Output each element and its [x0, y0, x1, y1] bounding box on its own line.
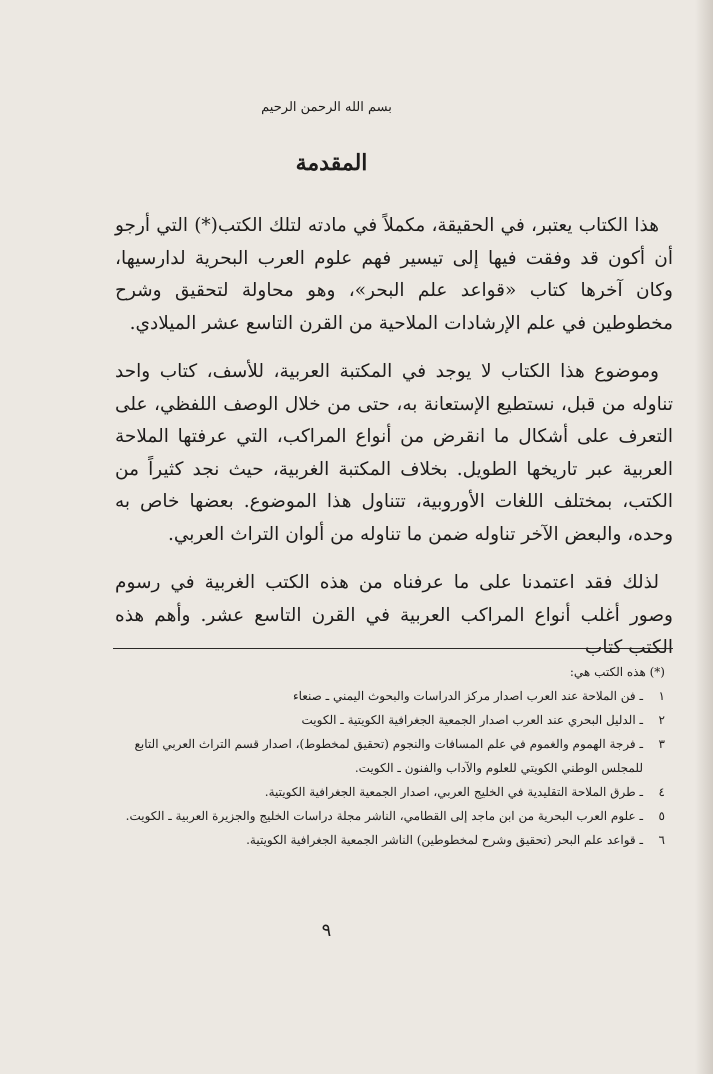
page-title: المقدمة — [295, 150, 368, 176]
footnotes — [113, 660, 665, 852]
footnote-text: ـ فن الملاحة عند العرب اصدار مركز الدراسات والبحوث اليمني ـ صنعاء — [292, 689, 643, 703]
footnote-text: ـ الدليل البحري عند العرب اصدار الجمعية الجغرافية الكويتية ـ الكويت — [301, 713, 643, 727]
footnote-heading: (*) هذه الكتب هي: — [569, 665, 665, 679]
footnote-divider — [113, 648, 673, 649]
footnote-number: ١ — [658, 689, 665, 703]
footnote-number: ٥ — [658, 809, 665, 823]
footnote-item — [113, 780, 665, 804]
footnote-item — [113, 828, 665, 852]
footnote-text: ـ علوم العرب البحرية من ابن ماجد إلى القطامي، الناشر مجلة دراسات الخليج والجزيرة العربية ـ الكويت. — [125, 809, 643, 823]
page-number: ٩ — [321, 920, 332, 941]
body-text — [115, 210, 673, 681]
basmala: بسم الله الرحمن الرحيم — [261, 100, 392, 115]
footnote-item — [113, 732, 665, 780]
footnote-text: ـ طرق الملاحة التقليدية في الخليج العربي، اصدار الجمعية الجغرافية الكويتية. — [264, 785, 643, 799]
paragraph: لذلك فقد اعتمدنا على ما عرفناه من هذه الكتب الغربية في رسوم وصور أغلب أنواع المراكب العربية في القرن التاسع عشر. وأهم هذه الكتب كتاب — [115, 572, 673, 658]
footnote-item — [113, 684, 665, 708]
footnote-number: ٦ — [658, 833, 665, 847]
footnote-text: ـ فرجة الهموم والغموم في علم المسافات والنجوم (تحقيق لمخطوط)، اصدار قسم التراث العربي التابع للمجلس الوطني الكويتي للعلوم والآداب والفنون ـ الكويت. — [134, 737, 643, 775]
footnote-number: ٣ — [658, 737, 665, 751]
footnote-item — [113, 708, 665, 732]
paragraph: وموضوع هذا الكتاب لا يوجد في المكتبة العربية، للأسف، كتاب واحد تناوله من قبل، نستطيع الإستعانة به، حتى من خلال الوصف اللفظي، على التعرف على أشكال ما انقرض من أنواع المراكب، التي عرفتها الملاحة العربية عبر تاريخها الطويل. بخلاف المكتبة الغربية، حيث نجد كثيراً من الكتب، بمختلف اللغات الأوروبية، تتناول هذا الموضوع. بعضها خاص به وحده، والبعض الآخر تناوله ضمن ما تناوله من ألوان التراث العربي. — [115, 361, 673, 545]
footnote-number: ٢ — [658, 713, 665, 727]
paragraph: هذا الكتاب يعتبر، في الحقيقة، مكملاً في مادته لتلك الكتب(*) التي أرجو أن أكون قد وفقت فيها إلى تيسير فهم علوم العرب البحرية لدارسيها، وكان آخرها كتاب «قواعد علم البحر»، وهو محاولة لتحقيق وشرح مخطوطين في علم الإرشادات الملاحية من القرن التاسع عشر الميلادي. — [115, 215, 673, 334]
footnote-number: ٤ — [658, 785, 665, 799]
footnote-text: ـ قواعد علم البحر (تحقيق وشرح لمخطوطين) الناشر الجمعية الجغرافية الكويتية. — [246, 833, 643, 847]
footnote-item — [113, 804, 665, 828]
